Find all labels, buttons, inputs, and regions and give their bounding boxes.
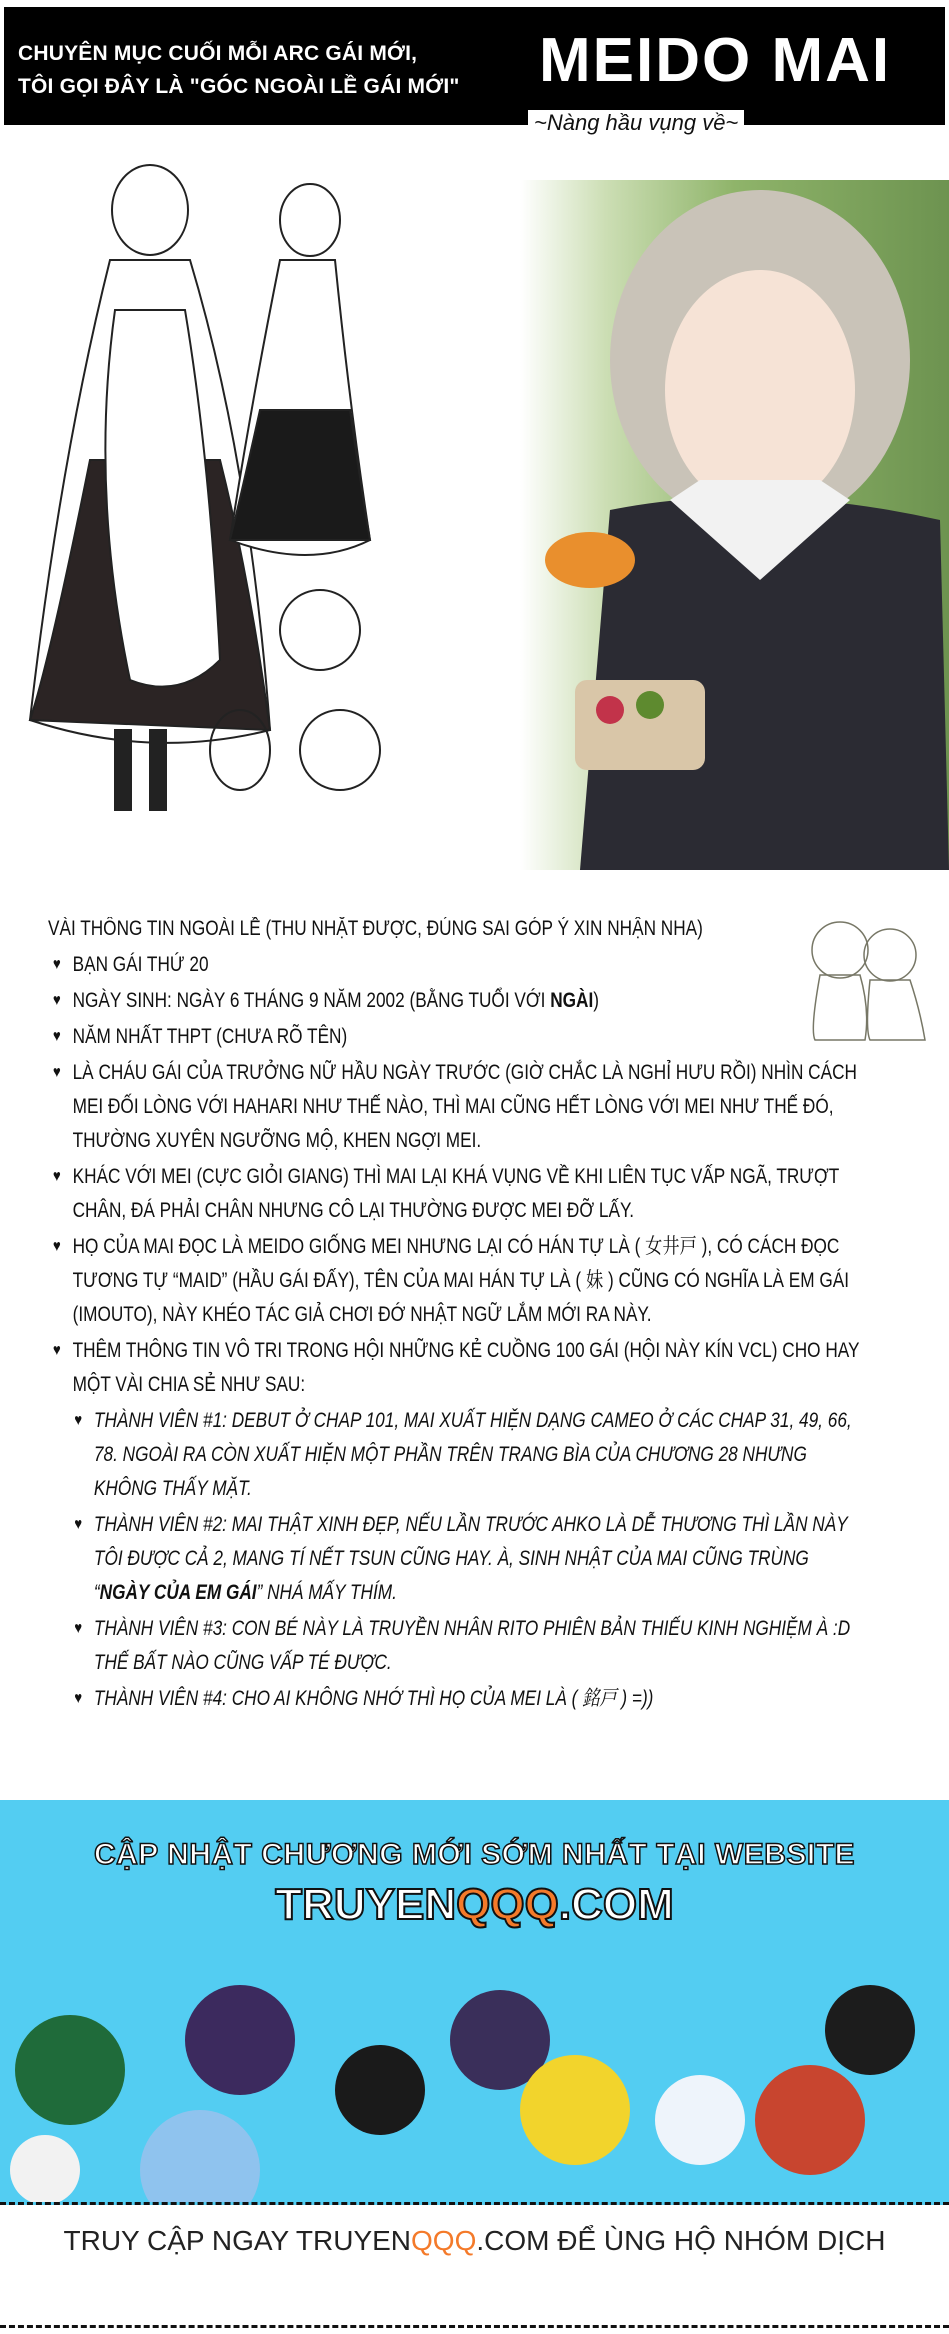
anime-characters-artwork [0,1950,949,2205]
character-color-illustration [520,180,949,870]
heart-bullet-icon: ♥ [52,1168,61,1185]
trivia-title: VÀI THÔNG TIN NGOÀI LỀ (THU NHẶT ĐƯỢC, ĐÚNG SAI GÓP Ý XIN NHẬN NHA) [48,917,703,940]
heart-bullet-icon: ♥ [74,1690,83,1707]
member-item [48,1682,868,1716]
list-item [48,1160,868,1228]
item-text: THÀNH VIÊN #2: MAI THẬT XINH ĐẸP, NẾU LẦN TRƯỚC AHKO LÀ DỄ THƯƠNG THÌ LẦN NÀY TÔI ĐƯỢC CẢ 2, MANG TÍ NẾT TSUN CŨNG HAY. À, SINH NHẬT CỦA MAI CŨNG TRÙNG “ [93,1513,848,1604]
list-item [48,1020,868,1054]
heart-bullet-icon: ♥ [52,1238,61,1255]
item-text: THÀNH VIÊN #1: DEBUT Ở CHAP 101, MAI XUẤT HIỆN DẠNG CAMEO Ở CÁC CHAP 31, 49, 66, 78. NGOÀI RA CÒN XUẤT HIỆN MỘT PHẦN TRÊN TRANG BÌA CỦA CHƯƠNG 28 NHƯNG KHÔNG THẤY MẶT. [93,1409,852,1500]
item-text: THÊM THÔNG TIN VÔ TRI TRONG HỘI NHỮNG KẺ CUỒNG 100 GÁI (HỘI NÀY KÍN VCL) CHO HAY MỘT VÀI CHIA SẺ NHƯ SAU: [72,1339,860,1396]
site-text: .COM [558,1880,674,1929]
item-text: NĂM NHẤT THPT (CHƯA RÕ TÊN) [72,1025,348,1048]
footer-text: TRUY CẬP NGAY TRUYEN [63,2225,412,2256]
item-text: NGÀY SINH: NGÀY 6 THÁNG 9 NĂM 2002 (BẰNG TUỔI VỚI [72,989,551,1012]
character-title: MEIDO MAI [539,26,892,95]
ad-site-name[interactable] [0,1880,949,1930]
item-text: LÀ CHÁU GÁI CỦA TRƯỞNG NỮ HẦU NGÀY TRƯỚC (GIỜ CHẮC LÀ NGHỈ HƯU RỒI) NHÌN CÁCH MEI ĐỐI LÒNG VỚI HAHARI NHƯ THẾ NÀO, THÌ MAI CŨNG HẾT LÒNG VỚI MEI NHƯ THẾ ĐÓ, THƯỜNG XUYÊN NGƯỠNG MỘ, KHEN NGỢI MEI. [72,1061,857,1152]
bold-text: NGÀY CỦA EM GÁI [99,1581,257,1604]
item-text: ) [593,989,600,1012]
heart-bullet-icon: ♥ [74,1412,83,1429]
list-item [48,1230,868,1332]
item-text: KHÁC VỚI MEI (CỰC GIỎI GIANG) THÌ MAI LẠI KHÁ VỤNG VỀ KHI LIÊN TỤC VẤP NGÃ, TRƯỢT CHÂN, ĐÁ PHẢI CHÂN NHƯNG CÔ LẠI THƯỜNG ĐƯỢC MEI ĐỠ LẤY. [72,1165,839,1222]
item-text: BẠN GÁI THỨ 20 [72,953,209,976]
item-text: THÀNH VIÊN #4: CHO AI KHÔNG NHỚ THÌ HỌ CỦA MEI LÀ ( 銘戸 ) =)) [93,1687,654,1710]
list-item [48,1056,868,1158]
heart-bullet-icon: ♥ [52,1342,61,1359]
divider [0,2325,949,2328]
heart-bullet-icon: ♥ [52,1028,61,1045]
item-text: HỌ CỦA MAI ĐỌC LÀ MEIDO GIỐNG MEI NHƯNG LẠI CÓ HÁN TỰ LÀ ( 女井戸 ), CÓ CÁCH ĐỌC TƯƠNG TỰ “MAID” (HẦU GÁI ĐẤY), TÊN CỦA MAI HÁN TỰ LÀ ( 妹 ) CŨNG CÓ NGHĨA LÀ EM GÁI (IMOUTO), NÀY KHÉO TÁC GIẢ CHƠI ĐỚ NHẬT NGỮ LẮM MỚI RA NÀY. [72,1235,850,1326]
heart-bullet-icon: ♥ [52,1064,61,1081]
heart-bullet-icon: ♥ [52,992,61,1009]
list-item [48,948,868,982]
character-sketch-illustration [20,160,520,880]
site-text-accent: QQQ [456,1880,559,1929]
list-item [48,984,868,1018]
footer-cta[interactable] [0,2225,949,2257]
intro-line-2: TÔI GỌI ĐÂY LÀ "GÓC NGOÀI LỀ GÁI MỚI" [18,75,460,98]
heart-bullet-icon: ♥ [74,1516,83,1533]
ad-headline: CẬP NHẬT CHƯƠNG MỚI SỚM NHẤT TẠI WEBSITE [93,1838,856,1871]
bold-text: NGÀI [550,989,594,1012]
heart-bullet-icon: ♥ [52,956,61,973]
footer-text-accent: QQQ [411,2225,477,2256]
member-item [48,1404,868,1506]
website-ad-banner[interactable] [0,1800,949,2205]
header-banner [4,7,945,125]
member-item [48,1612,868,1680]
list-item [48,1334,868,1402]
character-subtitle: ~Nàng hầu vụng về~ [528,110,744,136]
item-text: ” NHÁ MẤY THÍM. [256,1581,397,1604]
footer-text: .COM ĐỂ ÙNG HỘ NHÓM DỊCH [476,2225,886,2256]
header-intro [18,37,460,103]
heart-bullet-icon: ♥ [74,1620,83,1637]
trivia-section [48,912,868,1718]
intro-line-1: CHUYÊN MỤC CUỐI MỖI ARC GÁI MỚI, [18,42,418,65]
site-text: TRUYEN [275,1880,457,1929]
member-item [48,1508,868,1610]
item-text: THÀNH VIÊN #3: CON BÉ NÀY LÀ TRUYỀN NHÂN RITO PHIÊN BẢN THIẾU KINH NGHIỆM À :D THẾ BẤT NÀO CŨNG VẤP TÉ ĐƯỢC. [93,1617,851,1674]
